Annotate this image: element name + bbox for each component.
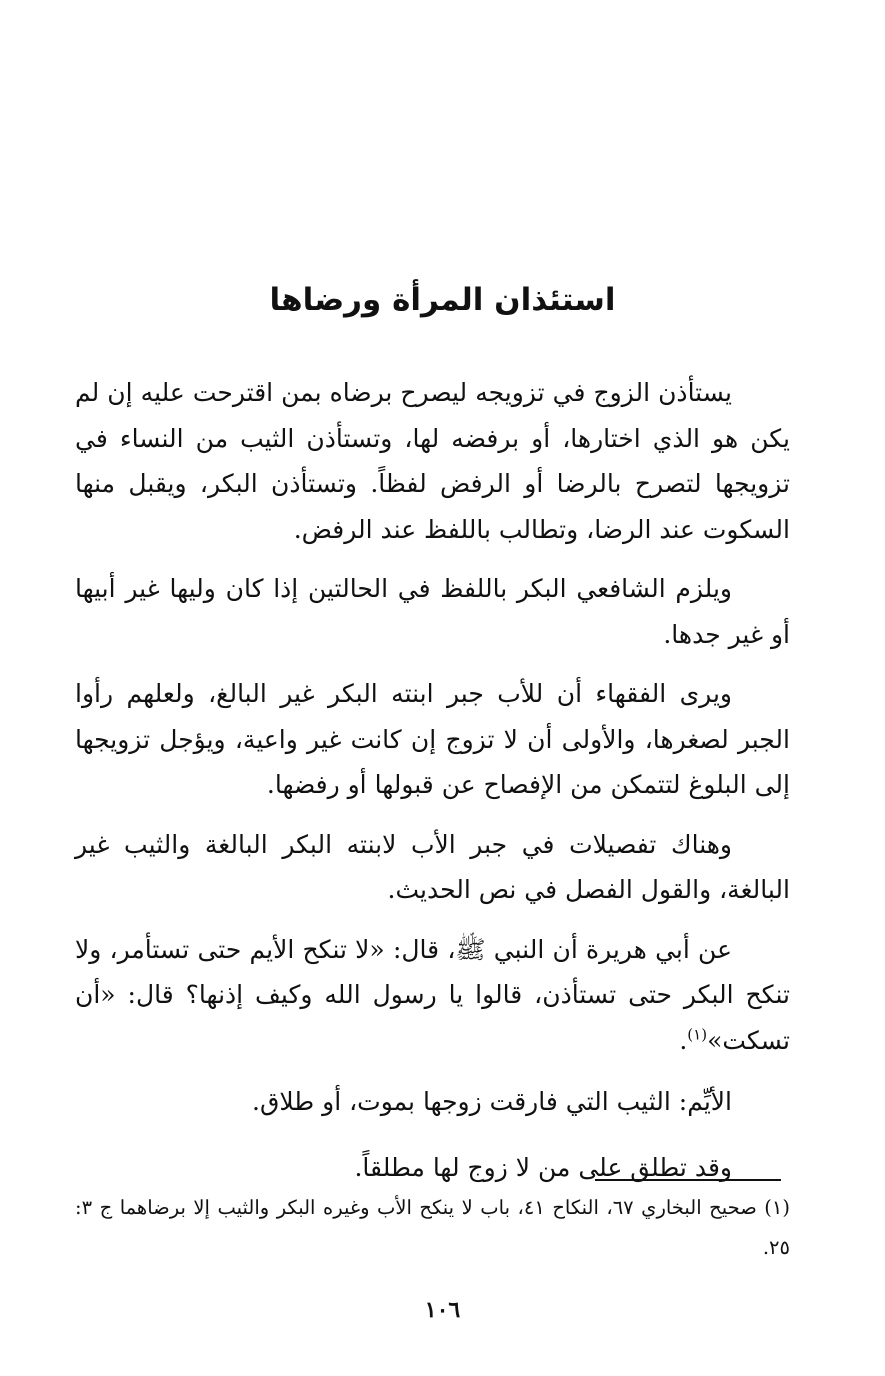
paragraph-consent-of-spouse: يستأذن الزوج في تزويجه ليصرح برضاه بمن اقترحت عليه إن لم يكن هو الذي اختارها، أو برفضه لها، وتستأذن الثيب من النساء في تزويجها لتصرح بالرضا أو الرفض لفظاً. وتستأذن البكر، ويقبل منها السكوت عند الرضا، وتطالب باللفظ عند الرفض.	[75, 378, 790, 544]
main-text	[75, 370, 790, 1209]
footnote-reference: (١)	[687, 1025, 708, 1044]
paragraph-shafii-opinion: ويلزم الشافعي البكر باللفظ في الحالتين إذا كان وليها غير أبيها أو غير جدها.	[75, 574, 790, 649]
hadith-paragraph	[75, 927, 790, 1064]
gloss-ayyim-general: وقد تطلق على من لا زوج لها مطلقاً.	[354, 1153, 732, 1182]
footnote-divider	[595, 1179, 781, 1181]
chapter-title: استئذان المرأة ورضاها	[269, 282, 616, 318]
hadith-end-mark: .	[679, 1025, 688, 1055]
gloss-ayyim-definition: الأيِّم: الثيب التي فارقت زوجها بموت، أو طلاق.	[252, 1087, 732, 1116]
paragraph-father-compulsion: ويرى الفقهاء أن للأب جبر ابنته البكر غير البالغ، ولعلهم رأوا الجبر لصغرها، والأولى أن لا تزوج إن كانت غير واعية، ويؤجل تزويجها إلى البلوغ لتتمكن من الإفصاح عن قبولها أو رفضها.	[75, 679, 790, 799]
page-number: ١٠٦	[424, 1297, 461, 1323]
footnote: (١) صحيح البخاري ٦٧، النكاح ٤١، باب لا ينكح الأب وغيره البكر والثيب إلا برضاهما ج ٣: ٢٥.	[75, 1196, 791, 1259]
hadith-text: عن أبي هريرة أن النبي ﷺ، قال: «لا تنكح الأيم حتى تستأمر، ولا تنكح البكر حتى تستأذن، قالوا يا رسول الله وكيف إذنها؟ قال: «أن تسكت»	[75, 934, 790, 1055]
paragraph-details: وهناك تفصيلات في جبر الأب لابنته البكر البالغة والثيب غير البالغة، والقول الفصل في نص الحديث.	[75, 829, 790, 904]
